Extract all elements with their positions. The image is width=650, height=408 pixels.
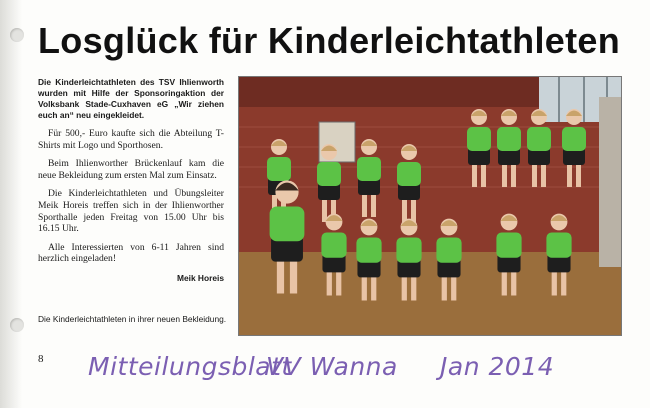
article-paragraph: Alle Interessierten von 6-11 Jahren sind herzlich eingeladen! xyxy=(38,241,224,265)
article-paragraph: Für 500,- Euro kaufte sich die Abteilung T-Shirts mit Logo und Sporthosen. xyxy=(38,128,224,151)
handwritten-org: VV Wanna xyxy=(266,352,398,381)
article-headline: Losglück für Kinderleichtathleten xyxy=(38,20,620,61)
handwritten-date: Jan 2014 xyxy=(440,352,555,381)
page-number: 8 xyxy=(38,353,44,365)
article-author: Meik Horeis xyxy=(176,272,224,283)
article-body xyxy=(38,77,224,292)
article-paragraph: Beim Ihlienworther Brückenlauf kam die neue Bekleidung zum ersten Mal zum Einsatz. xyxy=(38,158,224,181)
punch-hole xyxy=(10,28,24,42)
photo-caption: Die Kinderleichtathleten in ihrer neuen Bekleidung. xyxy=(38,314,227,324)
handwritten-source: Mitteilungsblatt xyxy=(88,352,292,381)
article-lead: Die Kinderleichtathleten des TSV Ihlienworth wurden mit Hilfe der Sponsoringaktion der Volksbank Stade-Cuxhaven eG „Wir ziehen euch an“ neu eingekleidet. xyxy=(38,77,224,120)
page-edge-shadow xyxy=(0,0,22,408)
article-paragraph: Die Kinderleichtathleten und Übungsleiter Meik Horeis treffen sich in der Ihlienworther Sporthalle jeden Freitag von 15.00 Uhr bis 16.15 Uhr. xyxy=(38,188,224,235)
punch-hole xyxy=(10,318,24,332)
team-photo xyxy=(238,76,622,336)
